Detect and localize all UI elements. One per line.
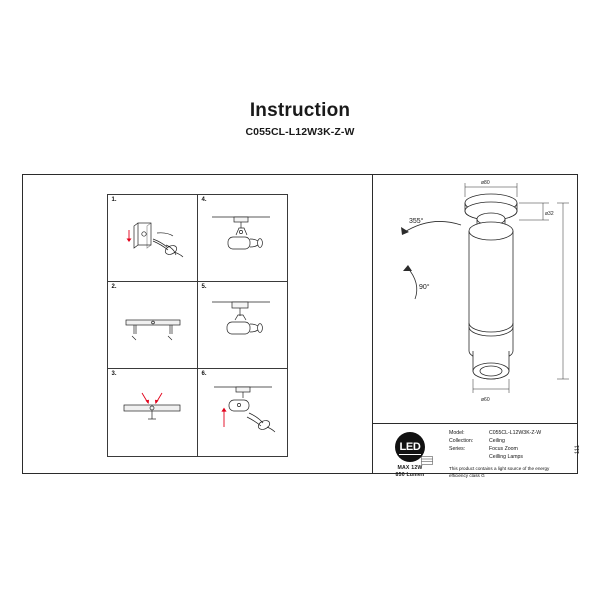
tilt-angle-label: 90° bbox=[419, 284, 430, 291]
lumen-label: 850 Lumen bbox=[395, 472, 425, 478]
step-5 bbox=[197, 281, 288, 369]
step-3-illustration bbox=[108, 369, 198, 456]
spec-row bbox=[449, 429, 575, 437]
step-2 bbox=[107, 281, 198, 369]
spec-row bbox=[449, 437, 575, 445]
spec-panel bbox=[373, 424, 577, 478]
spec-key: Series: bbox=[449, 446, 466, 452]
page-title: Instruction bbox=[249, 100, 351, 121]
tilt-indicator bbox=[403, 265, 417, 299]
base-diameter-label: ø80 bbox=[481, 180, 490, 186]
spec-value: C055CL-L12W3K-Z-W bbox=[489, 430, 542, 436]
spec-value: Ceilling Lamps bbox=[489, 454, 524, 460]
spec-key bbox=[449, 453, 489, 461]
step-number: 5. bbox=[201, 283, 207, 290]
spec-key: Model: bbox=[449, 430, 465, 436]
page-model-code: C055CL-L12W3K-Z-W bbox=[245, 126, 355, 138]
led-power-text bbox=[373, 465, 447, 479]
step-4-illustration bbox=[198, 195, 288, 282]
step-number: 3. bbox=[111, 371, 117, 378]
step-5-illustration bbox=[198, 282, 288, 369]
spec-key: Collection: bbox=[449, 438, 474, 444]
step-number: 1. bbox=[111, 196, 117, 203]
overall-height-label: 111 bbox=[575, 445, 581, 455]
spec-value: Ceiling bbox=[489, 438, 505, 444]
step-6 bbox=[197, 368, 288, 456]
assembly-steps-grid bbox=[107, 194, 287, 456]
step-4 bbox=[197, 194, 288, 282]
step-3 bbox=[107, 368, 198, 456]
step-1 bbox=[107, 194, 198, 282]
title-block bbox=[0, 100, 600, 138]
energy-class-note: This product contains a light source of the energy efficiency class G bbox=[449, 466, 550, 478]
step-number: 6. bbox=[201, 371, 207, 378]
step-6-illustration bbox=[198, 369, 288, 456]
max-power-label: MAX 12W bbox=[397, 465, 423, 471]
rotation-angle-label: 355° bbox=[409, 218, 424, 225]
product-drawing-svg bbox=[373, 175, 577, 423]
led-badge-text: LED bbox=[399, 441, 421, 453]
energy-label-icon bbox=[421, 456, 433, 465]
spec-table bbox=[447, 424, 577, 478]
spec-row bbox=[449, 445, 575, 453]
led-badge-block bbox=[373, 424, 447, 478]
spec-value: Focus Zoom bbox=[489, 446, 518, 452]
step-number: 2. bbox=[111, 283, 117, 290]
spec-row bbox=[449, 453, 575, 461]
base-height-label: ø32 bbox=[545, 211, 554, 217]
step-number: 4. bbox=[201, 196, 207, 203]
step-1-illustration bbox=[108, 195, 198, 282]
step-2-illustration bbox=[108, 282, 198, 369]
body-diameter-label: ø60 bbox=[481, 397, 490, 403]
